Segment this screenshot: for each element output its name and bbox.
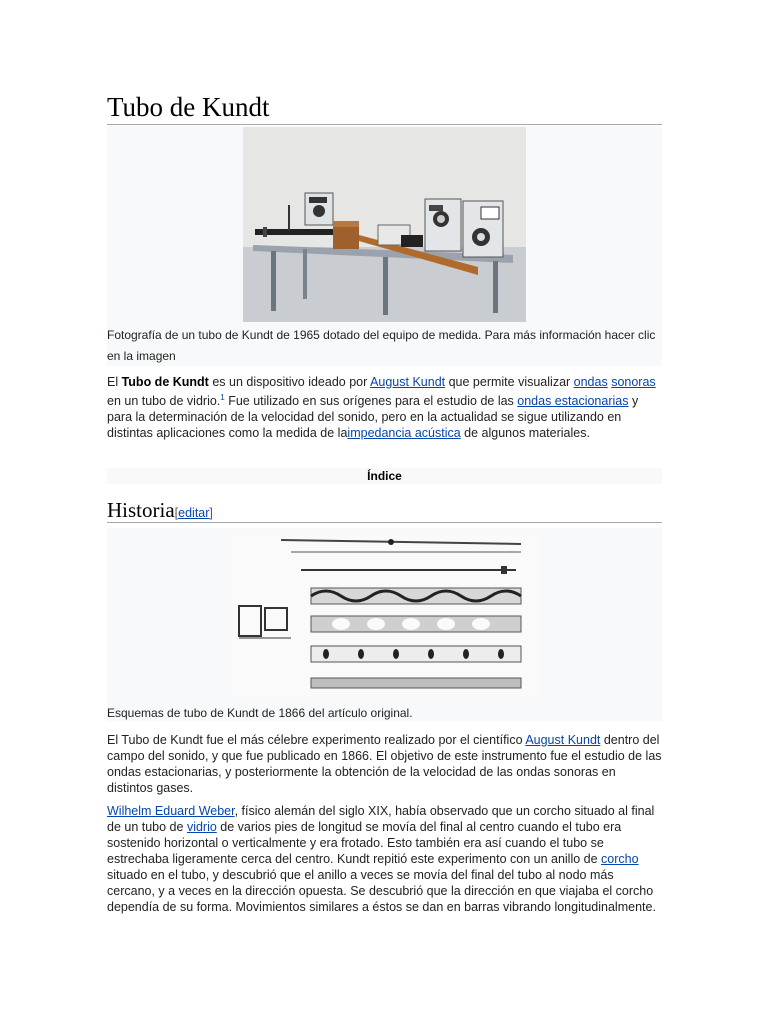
text: El Tubo de Kundt fue el más célebre experimento realizado por el científico xyxy=(107,733,526,747)
text: de varios pies de longitud se movía del final al centro cuando el tubo era sostenido horizontal o verticalmente y era frotado. Esto también era así cuando el tubo se estrechaba ligeramente cerca del centro. Kundt repitió este experimento con un anillo de xyxy=(107,820,622,866)
section-title: Historia xyxy=(107,498,175,522)
bracket: [ xyxy=(174,506,179,520)
kundt-1866-sketch-image[interactable] xyxy=(231,530,541,698)
text: en un tubo de vidrio. xyxy=(107,394,221,409)
link-vidrio[interactable]: vidrio xyxy=(186,820,217,834)
toc-toggle[interactable]: Índice xyxy=(107,468,662,484)
figure-caption: Fotografía de un tubo de Kundt de 1965 dotado del equipo de medida. Para más información hacer clic en la imagen xyxy=(107,328,656,363)
text: que permite visualizar xyxy=(445,375,574,389)
link-august-kundt[interactable]: August Kundt xyxy=(370,375,446,389)
bracket: ] xyxy=(209,506,213,520)
section-heading-historia xyxy=(107,498,662,523)
text: El xyxy=(107,375,122,389)
link-wilhelm-weber[interactable]: Wilhelm Eduard Weber xyxy=(107,804,235,818)
text: situado en el tubo, y descubrió que el anillo a veces se movía del final del tubo al nodo más cercano, y a veces en la dirección opuesta. Se descubrió que la dirección en que viajaba el corcho dependía de su forma. Movimientos similares a éstos se dan en barras vibrando longitudinalmente. xyxy=(107,868,656,914)
text: es un dispositivo ideado por xyxy=(208,375,371,389)
figure-photo xyxy=(107,126,662,366)
reference-link[interactable]: 1 xyxy=(220,393,225,402)
link-impedancia-acustica[interactable]: impedancia acústica xyxy=(347,426,461,441)
text: , físico alemán del siglo XIX, había observado que un corcho situado al final de un tubo de xyxy=(107,804,655,834)
edit-section xyxy=(175,506,213,520)
link-august-kundt[interactable]: August Kundt xyxy=(525,733,601,747)
page-title: Tubo de Kundt xyxy=(107,92,662,125)
historia-paragraph-1 xyxy=(107,732,662,796)
link-ondas-estacionarias[interactable]: ondas estacionarias xyxy=(517,394,629,409)
figure-sketch xyxy=(107,528,662,721)
link-sonoras[interactable]: sonoras xyxy=(611,375,656,389)
figure-caption: Esquemas de tubo de Kundt de 1866 del artículo original. xyxy=(107,706,413,720)
text: y para la determinación de la velocidad del sonido, pero en la actualidad se sigue utilizando en distintas aplicaciones como la medida de la xyxy=(107,394,639,441)
link-ondas[interactable]: ondas xyxy=(573,375,608,389)
edit-link[interactable]: editar xyxy=(178,506,210,520)
historia-paragraph-2 xyxy=(107,803,662,915)
intro-paragraph xyxy=(107,374,662,441)
text: de algunos materiales. xyxy=(460,426,590,441)
photo-kundt-apparatus-image[interactable] xyxy=(243,127,526,322)
text: dentro del campo del sonido, y que fue publicado en 1866. El objetivo de este instrumento fue el estudio de las ondas estacionarias, y posteriormente la obtención de la velocidad de las ondas sonoras en distintos gases. xyxy=(107,733,662,795)
term-bold: Tubo de Kundt xyxy=(121,375,209,389)
text: Fue utilizado en sus orígenes para el estudio de las xyxy=(224,394,518,409)
link-corcho[interactable]: corcho xyxy=(601,852,639,866)
